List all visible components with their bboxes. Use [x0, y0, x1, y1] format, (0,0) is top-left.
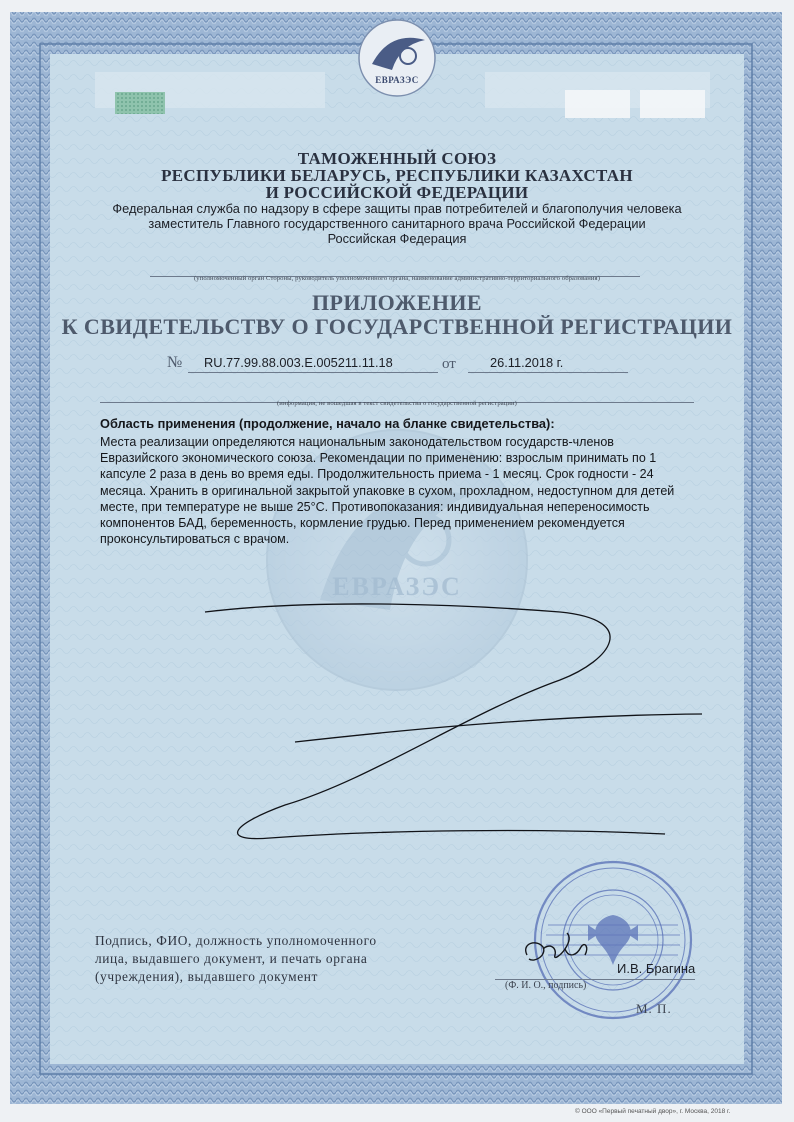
scope-line: месяца. Хранить в оригинальной закрытой упаковке в сухом, прохладном, недоступном для детей [100, 483, 675, 498]
watermark-label: ЕВРАЗЭС [332, 572, 462, 601]
scope-line: месте, при температуре не выше 25°С. Противопоказания: индивидуальная непереносимость [100, 499, 650, 514]
handwritten-signature [515, 925, 595, 980]
document-subtitle: К СВИДЕТЕЛЬСТВУ О ГОСУДАРСТВЕННОЙ РЕГИСТРАЦИИ [61, 314, 733, 339]
authority-line-3: Российская Федерация [327, 231, 467, 246]
header-russian-federation: И РОССИЙСКОЙ ФЕДЕРАЦИИ [265, 183, 529, 202]
scope-line: компонентов БАД, беременность, кормление грудью. Перед применением рекомендуется [100, 516, 625, 531]
header-republics: РЕСПУБЛИКИ БЕЛАРУСЬ, РЕСПУБЛИКИ КАЗАХСТАН [161, 166, 633, 185]
signature-label-line: Подпись, ФИО, должность уполномоченного [95, 933, 377, 948]
scope-line: Евразийского экономического союза. Рекомендации по применению: взрослым принимать по 1 [100, 451, 657, 466]
header-customs-union: ТАМОЖЕННЫЙ СОЮЗ [297, 149, 497, 168]
authority-line-2: заместитель Главного государственного санитарного врача Российской Федерации [148, 216, 646, 231]
stamp-place-label: М. П. [636, 1001, 672, 1016]
scope-line: проконсультироваться с врачом. [100, 532, 290, 547]
printer-note: © ООО «Первый печатный двор», г. Москва, 2018 г. [575, 1108, 731, 1115]
emblem-label: ЕВРАЗЭС [375, 75, 419, 85]
signature-label-line: лица, выдавшего документ, и печать органа [95, 951, 368, 966]
number-label: № [167, 354, 183, 371]
scope-heading: Область применения (продолжение, начало на бланке свидетельства): [100, 416, 555, 431]
date-label: от [442, 356, 456, 372]
document-title: ПРИЛОЖЕНИЕ [312, 290, 482, 315]
signature-label [95, 932, 377, 986]
name-caption: (Ф. И. О., подпись) [505, 980, 587, 991]
registration-number: RU.77.99.88.003.E.005211.11.18 [204, 355, 393, 370]
registration-date: 26.11.2018 г. [490, 355, 564, 370]
authority-caption: (уполномоченный орган Стороны, руководитель уполномоченного органа, наименование административно-территориального образования) [194, 275, 600, 282]
scope-line: капсуле 2 раза в день во время еды. Продолжительность приема - 1 месяц. Срок годности - 24 [100, 467, 654, 482]
scope-line: Места реализации определяются национальным законодательством государств-членов [100, 435, 614, 449]
signer-name: И.В. Брагина [617, 961, 696, 976]
info-caption: (информация, не вошедшая в текст свидетельства о государственной регистрации) [277, 400, 517, 407]
signature-label-line: (учреждения), выдавшего документ [95, 969, 319, 984]
authority-line-1: Федеральная служба по надзору в сфере защиты прав потребителей и благополучия человека [112, 201, 682, 216]
